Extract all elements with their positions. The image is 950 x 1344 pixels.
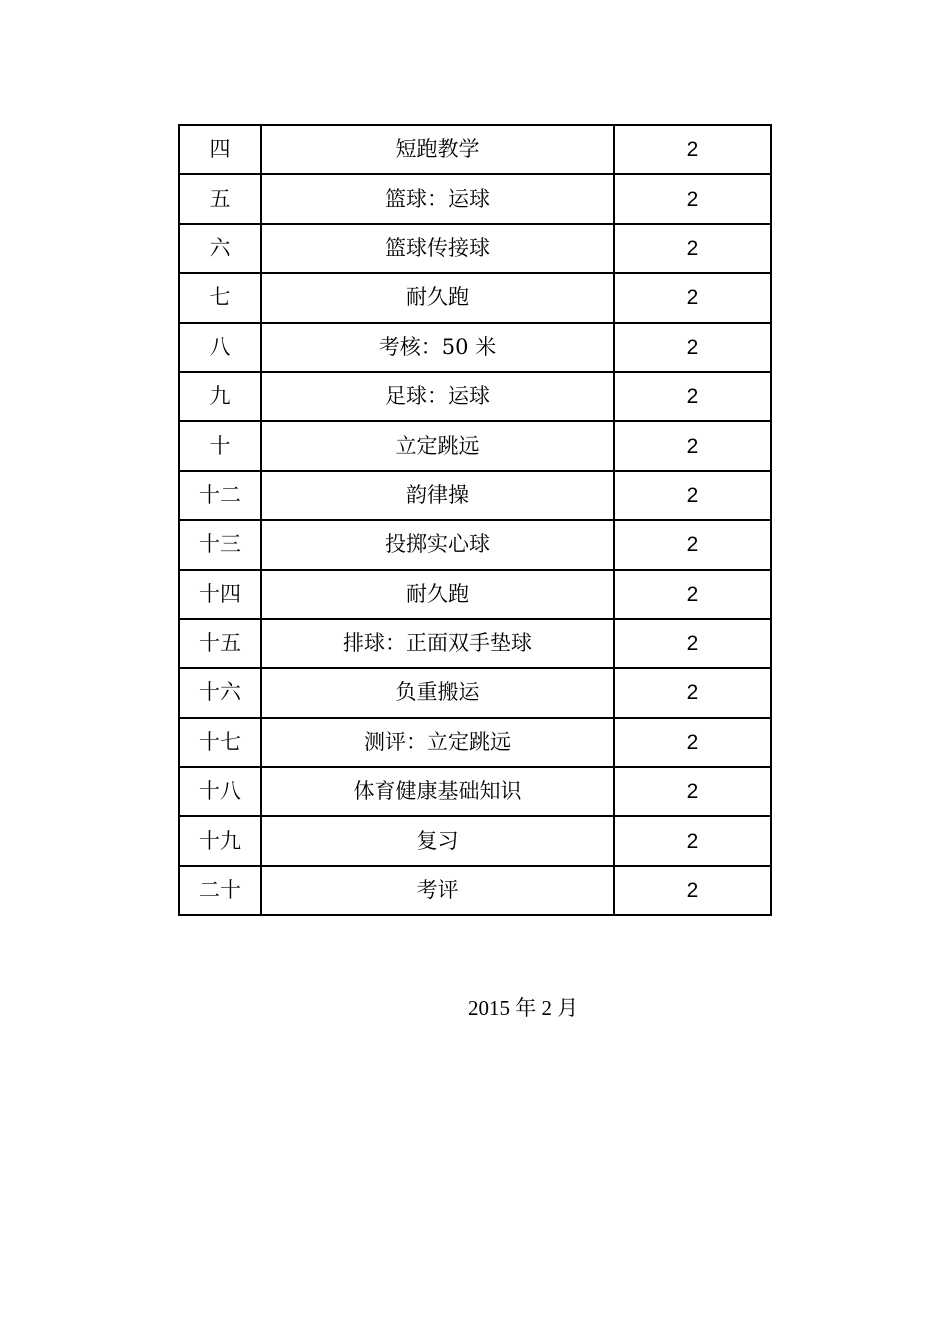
hours-cell: 2 [614,125,771,174]
hours-cell: 2 [614,174,771,223]
content-cell: 韵律操 [261,471,614,520]
week-cell: 十九 [179,816,261,865]
table-row [179,372,771,421]
content-cell: 负重搬运 [261,668,614,717]
table-row [179,421,771,470]
table-row [179,125,771,174]
week-cell: 十 [179,421,261,470]
week-cell: 十八 [179,767,261,816]
table-row [179,767,771,816]
hours-cell: 2 [614,471,771,520]
week-cell: 七 [179,273,261,322]
table-row [179,273,771,322]
hours-cell: 2 [614,570,771,619]
table-row [179,224,771,273]
content-cell: 短跑教学 [261,125,614,174]
table-row [179,471,771,520]
content-cell: 足球：运球 [261,372,614,421]
week-cell: 十七 [179,718,261,767]
hours-cell: 2 [614,668,771,717]
content-cell: 耐久跑 [261,570,614,619]
week-cell: 十二 [179,471,261,520]
hours-cell: 2 [614,866,771,915]
table-row [179,570,771,619]
content-cell: 考评 [261,866,614,915]
table-row [179,816,771,865]
schedule-table [178,124,772,916]
content-cell: 考核：50 米 [261,323,614,372]
week-cell: 十六 [179,668,261,717]
hours-cell: 2 [614,273,771,322]
hours-cell: 2 [614,224,771,273]
table-row [179,718,771,767]
week-cell: 六 [179,224,261,273]
week-cell: 二十 [179,866,261,915]
week-cell: 八 [179,323,261,372]
table-row [179,668,771,717]
table-row [179,323,771,372]
content-cell: 测评：立定跳远 [261,718,614,767]
hours-cell: 2 [614,421,771,470]
content-cell: 投掷实心球 [261,520,614,569]
week-cell: 十四 [179,570,261,619]
hours-cell: 2 [614,816,771,865]
content-cell: 篮球传接球 [261,224,614,273]
hours-cell: 2 [614,520,771,569]
week-cell: 四 [179,125,261,174]
week-cell: 九 [179,372,261,421]
content-cell: 耐久跑 [261,273,614,322]
week-cell: 十五 [179,619,261,668]
content-cell: 复习 [261,816,614,865]
hours-cell: 2 [614,767,771,816]
hours-cell: 2 [614,372,771,421]
content-cell: 立定跳远 [261,421,614,470]
content-cell: 篮球：运球 [261,174,614,223]
content-cell: 排球：正面双手垫球 [261,619,614,668]
table-row [179,520,771,569]
table-row [179,174,771,223]
hours-cell: 2 [614,619,771,668]
week-cell: 五 [179,174,261,223]
hours-cell: 2 [614,718,771,767]
hours-cell: 2 [614,323,771,372]
table-row [179,866,771,915]
content-cell: 体育健康基础知识 [261,767,614,816]
table-row [179,619,771,668]
week-cell: 十三 [179,520,261,569]
document-date: 2015 年 2 月 [468,996,579,1020]
